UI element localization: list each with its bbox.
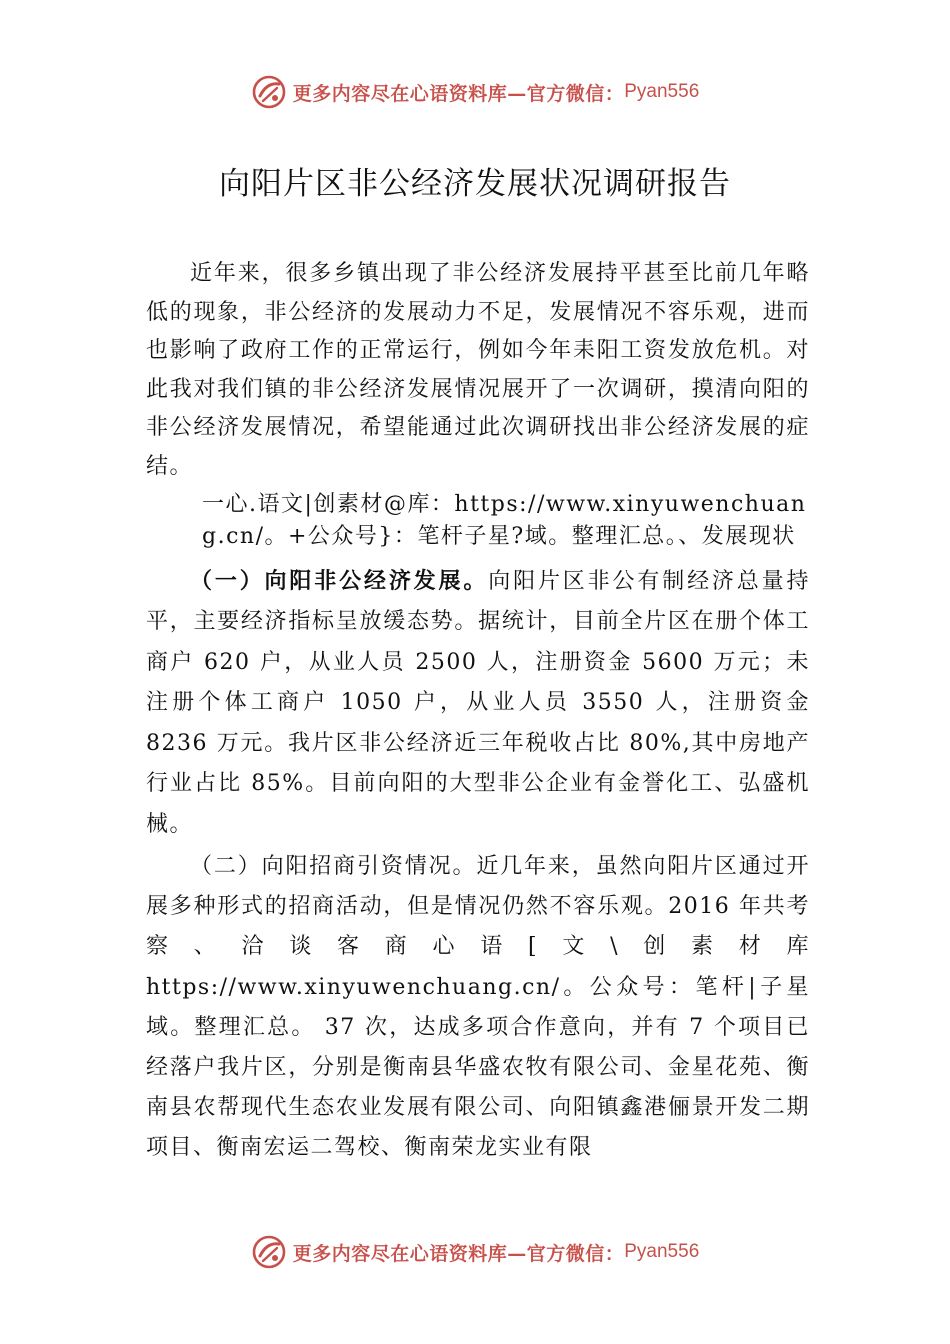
footer-banner — [0, 1232, 950, 1272]
banner-wechat-id: Pyan556 — [624, 81, 700, 102]
section-1-heading: （一）向阳非公经济发展。 — [190, 567, 489, 594]
paragraph-section-2: （二）向阳招商引资情况。近几年来，虽然向阳片区通过开展多种形式的招商活动，但是情况仍然不容乐观。2016 年共考察、洽谈客商心语[文\创素材库 https://www.xinyuwenchuang.cn/。公众号：笔杆|子星域。整理汇总。 37 次，达成多项合作意向，并有 7 个项目已经落户我片区，分别是衡南县华盛农牧有限公司、金星花苑、衡南县农帮现代生态农业发展有限公司、向阳镇鑫港俪景开发二期项目、衡南宏运二驾校、衡南荣龙实业有限 — [146, 854, 810, 1161]
section-1-body: 向阳片区非公有制经济总量持平，主要经济指标呈放缓态势。据统计，目前全片区在册个体工商户 620 户，从业人员 2500 人，注册资金 5600 万元；未注册个体工商户 1050 户，从业人员 3550 人，注册资金 8236 万元。我片区非公经济近三年税收占比 80%,其中房地产行业占比 85%。目前向阳的大型非公企业有金誉化工、弘盛机械。 — [146, 568, 810, 837]
paragraph-intro: 近年来，很多乡镇出现了非公经济发展持平甚至比前几年略低的现象，非公经济的发展动力不足，发展情况不容乐观，进而也影响了政府工作的正常运行，例如今年耒阳工资发放危机。对此我对我们镇的非公经济发展情况展开了一次调研，摸清向阳的非公经济发展情况，希望能通过此次调研找出非公经济发展的症结。 — [146, 261, 810, 479]
document-body — [146, 255, 810, 1169]
banner-text: 更多内容尽在心语资料库—官方微信： — [292, 1242, 625, 1265]
document-title: 向阳片区非公经济发展状况调研报告 — [219, 166, 731, 202]
banner-inner — [251, 74, 700, 110]
banner-inner — [251, 1234, 700, 1270]
banner-wechat-id: Pyan556 — [624, 1241, 700, 1262]
seal-logo-icon — [251, 74, 287, 110]
paragraph-embedded-note: 一心.语文|创素材@库：https://www.xinyuwenchuang.cn/。+公众号}：笔杆子星?域。整理汇总。、发展现状 — [202, 491, 807, 549]
seal-logo-icon — [251, 1234, 287, 1270]
header-banner — [0, 72, 950, 112]
banner-text: 更多内容尽在心语资料库—官方微信： — [292, 82, 625, 105]
paragraph-section-1 — [146, 561, 810, 846]
